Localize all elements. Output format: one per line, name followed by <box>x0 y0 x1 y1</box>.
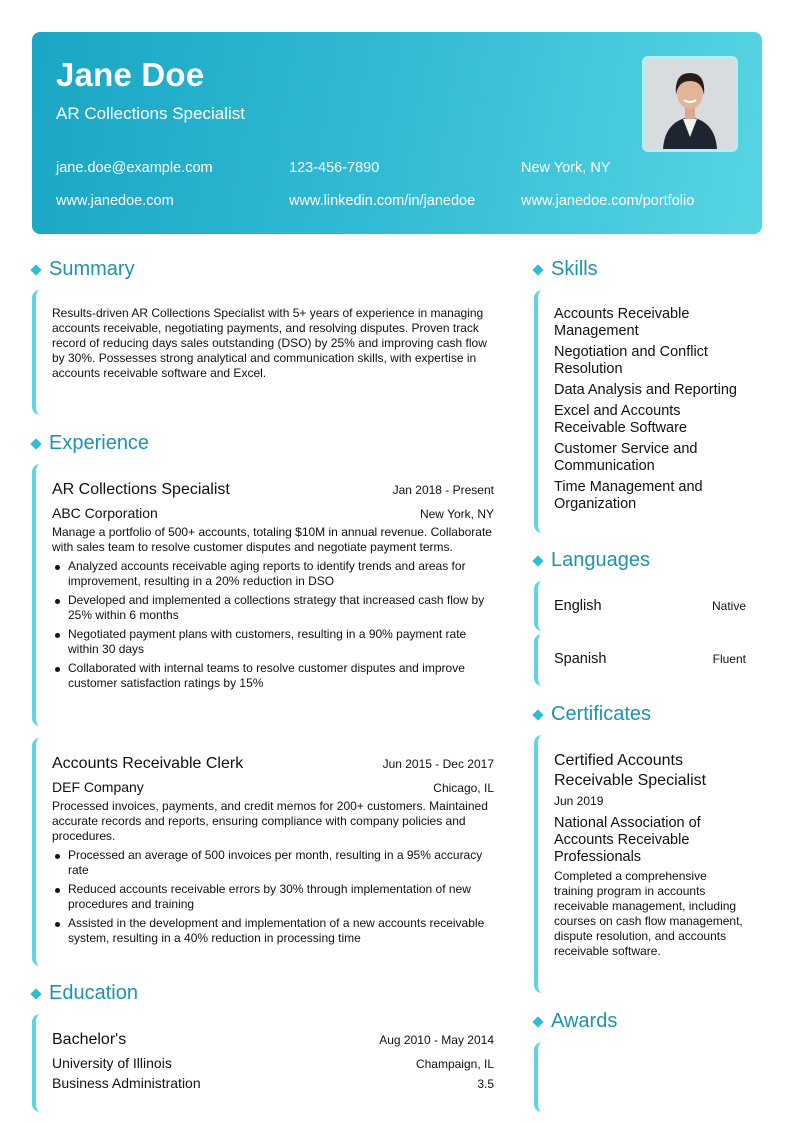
certificates-heading-label: Certificates <box>551 703 652 725</box>
diamond-icon <box>532 555 543 566</box>
diamond-icon <box>30 264 41 275</box>
job-title: AR Collections Specialist <box>52 481 230 498</box>
linkedin-link[interactable]: www.linkedin.com/in/janedoe <box>289 193 476 209</box>
job-company-row <box>52 779 494 795</box>
job-location: New York, NY <box>419 507 494 521</box>
education-field: Business Administration <box>52 1075 201 1091</box>
job-bullet: Collaborated with internal teams to resolve customer disputes and improve customer satisfaction ratings by 15% <box>52 661 494 691</box>
job-bullet: Processed an average of 500 invoices per month, resulting in a 95% accuracy rate <box>52 848 494 878</box>
certificates-heading <box>532 703 651 726</box>
education-degree: Bachelor's <box>52 1031 127 1048</box>
summary-text: Results-driven AR Collections Specialist with 5+ years of experience in managing accounts receivable, negotiating payments, and resolving disputes. Proven track record of reducing days sales outstanding (DSO) by 25% and improving cash flow by 30%. Possesses strong analytical and communication skills, with expertise in accounts receivable software and Excel. <box>52 306 487 380</box>
languages-heading-label: Languages <box>551 549 650 571</box>
candidate-title: AR Collections Specialist <box>56 104 245 123</box>
job-bullet: Developed and implemented a collections strategy that increased cash flow by 25% within 6 months <box>52 593 494 623</box>
certificate-description: Completed a comprehensive training program in accounts receivable management, including courses on cash flow management, dispute resolution, and accounts receivable software. <box>554 869 743 958</box>
education-degree-row <box>52 1031 494 1049</box>
diamond-icon <box>532 709 543 720</box>
diamond-icon <box>532 264 543 275</box>
certificate-name: Certified Accounts Receivable Specialist <box>554 752 707 789</box>
skill-item: Excel and Accounts Receivable Software <box>554 403 687 436</box>
job-bullet: Negotiated payment plans with customers, resulting in a 90% payment rate within 30 days <box>52 627 494 657</box>
resume-header <box>32 32 762 234</box>
job-header-row <box>52 755 494 773</box>
job-description: Processed invoices, payments, and credit memos for 200+ customers. Maintained accurate records and reports, ensuring compliance with company policies and procedures. <box>52 799 488 843</box>
education-gpa: 3.5 <box>477 1077 494 1091</box>
education-school: University of Illinois <box>52 1055 172 1071</box>
skills-heading-label: Skills <box>551 258 598 280</box>
diamond-icon <box>532 1016 543 1027</box>
skill-item: Accounts Receivable Management <box>554 306 690 339</box>
language-item <box>534 634 754 686</box>
job-dates: Jun 2015 - Dec 2017 <box>382 757 494 771</box>
location-text: New York, NY <box>521 160 611 176</box>
language-name: English <box>554 598 602 614</box>
job-header-row <box>52 481 494 499</box>
phone-text: 123-456-7890 <box>289 160 380 176</box>
experience-heading-label: Experience <box>49 432 150 454</box>
language-level: Fluent <box>712 652 746 666</box>
awards-heading <box>532 1010 617 1033</box>
job-bullets <box>52 848 494 946</box>
diamond-icon <box>30 988 41 999</box>
language-item <box>534 581 754 631</box>
website-link[interactable]: www.janedoe.com <box>56 193 174 209</box>
experience-entry <box>32 738 502 966</box>
job-bullet: Assisted in the development and implementation of a new accounts receivable system, resulting in a 40% reduction in processing time <box>52 916 494 946</box>
awards-list <box>534 1042 754 1112</box>
job-bullet: Reduced accounts receivable errors by 30% through implementation of new procedures and training <box>52 882 494 912</box>
certificate-date: Jun 2019 <box>554 794 604 808</box>
education-field-row <box>52 1075 494 1091</box>
profile-photo-image <box>645 59 735 149</box>
portfolio-link[interactable]: www.janedoe.com/portfolio <box>521 193 695 209</box>
profile-photo <box>642 56 738 152</box>
skill-item: Customer Service and Communication <box>554 441 698 474</box>
experience-heading <box>30 432 149 455</box>
education-school-row <box>52 1055 494 1071</box>
language-name: Spanish <box>554 651 607 667</box>
skill-item: Negotiation and Conflict Resolution <box>554 344 708 377</box>
education-location: Champaign, IL <box>415 1057 494 1071</box>
certificate-name: National Association of Accounts Receivable Professionals <box>554 815 701 865</box>
languages-heading <box>532 549 650 572</box>
summary-heading-label: Summary <box>49 258 135 280</box>
experience-entry <box>32 464 502 726</box>
education-dates: Aug 2010 - May 2014 <box>379 1033 494 1047</box>
language-row <box>554 581 746 631</box>
education-entry <box>32 1014 502 1112</box>
email-link[interactable]: jane.doe@example.com <box>56 160 213 176</box>
language-level: Native <box>711 599 746 613</box>
skills-heading <box>532 258 598 281</box>
skill-item: Data Analysis and Reporting <box>554 382 737 398</box>
candidate-name: Jane Doe <box>56 56 205 93</box>
education-heading <box>30 982 138 1005</box>
awards-heading-label: Awards <box>551 1010 618 1032</box>
skill-item: Time Management and Organization <box>554 479 703 512</box>
job-location: Chicago, IL <box>433 781 494 795</box>
education-heading-label: Education <box>49 982 138 1004</box>
summary-block <box>32 290 502 415</box>
job-description: Manage a portfolio of 500+ accounts, totaling $10M in annual revenue. Collaborate with sales team to resolve customer disputes and negotiate payment terms. <box>52 525 492 554</box>
job-company: DEF Company <box>52 779 144 795</box>
language-row <box>554 634 746 684</box>
skills-list <box>534 290 762 533</box>
summary-heading <box>30 258 135 281</box>
job-bullets <box>52 559 494 691</box>
job-bullet: Analyzed accounts receivable aging reports to identify trends and areas for improvement, resulting in a 20% reduction in DSO <box>52 559 494 589</box>
job-company: ABC Corporation <box>52 505 158 521</box>
job-title: Accounts Receivable Clerk <box>52 755 244 772</box>
diamond-icon <box>30 438 41 449</box>
certificates-list <box>534 735 754 993</box>
job-company-row <box>52 505 494 521</box>
job-dates: Jan 2018 - Present <box>392 483 494 497</box>
